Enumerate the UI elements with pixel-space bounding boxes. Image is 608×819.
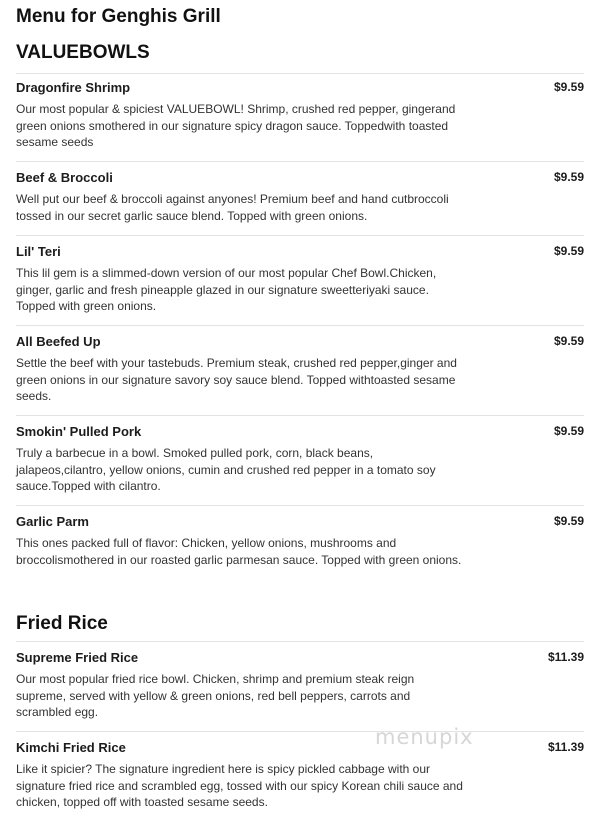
item-description: Our most popular fried rice bowl. Chicken, shrimp and premium steak reign supreme, served with yellow & green onions, red bell peppers, carrots and scrambled egg. [16, 672, 415, 719]
menu-item-beef-broccoli [16, 170, 584, 226]
item-name: Dragonfire Shrimp [16, 80, 131, 95]
item-description: Truly a barbecue in a bowl. Smoked pulled pork, corn, black beans, jalapeos,cilantro, yellow onions, cumin and crushed red pepper in a tomato soy sauce.Topped with cilantro. [16, 446, 436, 493]
section-title-valuebowls: VALUEBOWLS [16, 42, 150, 63]
item-name: Lil' Teri [16, 244, 61, 259]
menu-item-dragonfire-shrimp [16, 80, 584, 152]
menu-item-kimchi-fried-rice [16, 740, 584, 812]
menupix-watermark: menupix [375, 725, 474, 749]
menu-item-supreme-fried-rice [16, 650, 584, 722]
menu-item-garlic-parm [16, 514, 584, 586]
item-price: $9.59 [553, 334, 584, 348]
item-divider [16, 641, 584, 642]
menu-item-all-beefed-up [16, 334, 584, 406]
item-price: $9.59 [553, 424, 584, 438]
item-divider [16, 415, 584, 416]
item-price: $9.59 [553, 170, 584, 184]
menu-item-lil-teri [16, 244, 584, 316]
item-name: All Beefed Up [16, 334, 101, 349]
item-divider [16, 505, 584, 506]
item-name: Garlic Parm [16, 514, 89, 529]
item-price: $11.39 [547, 740, 584, 754]
item-name: Smokin' Pulled Pork [16, 424, 142, 439]
item-name: Kimchi Fried Rice [16, 740, 126, 755]
item-divider [16, 235, 584, 236]
item-name: Beef & Broccoli [16, 170, 113, 185]
section-title-fried-rice: Fried Rice [16, 613, 108, 634]
item-divider [16, 73, 584, 74]
item-name: Supreme Fried Rice [16, 650, 139, 665]
item-description: Well put our beef & broccoli against anyones! Premium beef and hand cutbroccoli tossed in our secret garlic sauce blend. Topped with green onions. [16, 192, 449, 223]
item-price: $9.59 [553, 80, 584, 94]
menu-item-smokin-pulled-pork [16, 424, 584, 496]
item-divider [16, 731, 584, 732]
menu-title: Menu for Genghis Grill [16, 6, 221, 27]
item-price: $9.59 [553, 514, 584, 528]
item-description: This lil gem is a slimmed-down version of our most popular Chef Bowl.Chicken, ginger, garlic and fresh pineapple glazed in our signature sweetteriyaki sauce. Topped with green onions. [16, 266, 437, 313]
item-divider [16, 325, 584, 326]
item-description: Our most popular & spiciest VALUEBOWL! Shrimp, crushed red pepper, gingerand green onions smothered in our signature spicy dragon sauce. Toppedwith toasted sesame seeds [16, 102, 456, 149]
item-description: This ones packed full of flavor: Chicken, yellow onions, mushrooms and broccolismothered in our roasted garlic parmesan sauce. Topped with green onions. [16, 536, 462, 567]
item-price: $9.59 [553, 244, 584, 258]
item-description: Settle the beef with your tastebuds. Premium steak, crushed red pepper,ginger and green onions in our signature savory soy sauce blend. Topped withtoasted sesame seeds. [16, 356, 457, 403]
item-description: Like it spicier? The signature ingredient here is spicy pickled cabbage with our signature fried rice and scrambled egg, tossed with our spicy Korean chili sauce and chicken, topped off with toasted sesame seeds. [16, 762, 463, 809]
item-price: $11.39 [547, 650, 584, 664]
item-divider [16, 161, 584, 162]
